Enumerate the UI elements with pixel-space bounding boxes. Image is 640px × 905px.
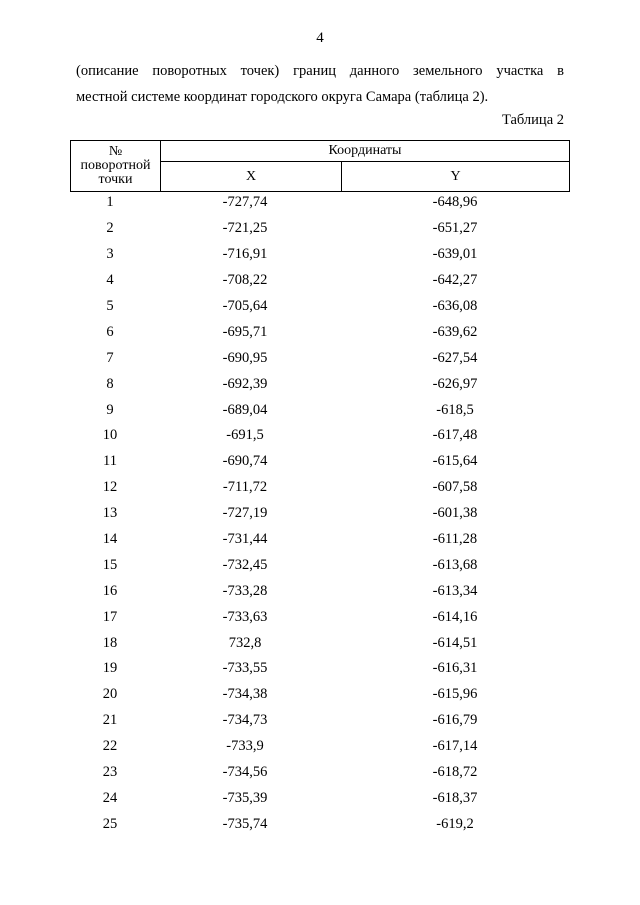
coord-y: -627,54 [432,349,478,366]
coord-y: -617,48 [432,427,478,444]
table-row [70,216,570,242]
table-row [70,371,570,397]
table-row [70,475,570,501]
coord-y: -619,2 [436,815,474,832]
table-row [70,423,570,449]
coord-x: -734,56 [222,764,268,781]
coord-x: -708,22 [222,272,268,289]
coord-y: -636,08 [432,298,478,314]
point-number: 7 [106,349,114,366]
point-number: 24 [102,789,118,806]
coord-x: -691,5 [226,427,264,444]
point-number: 14 [102,531,118,548]
coord-x: -727,19 [222,505,268,522]
table-row [70,656,570,682]
table-row [70,578,570,604]
table-row [70,319,570,345]
coord-x: -733,28 [222,582,268,599]
table-row [70,785,570,811]
header-x: X [161,162,342,192]
coord-x: -735,39 [222,789,268,806]
table-row [70,760,570,786]
coordinates-table-header [70,140,570,192]
header-number-sign: № [108,144,123,159]
coordinates-table-body [70,190,570,837]
coord-y: -611,28 [432,531,478,548]
coord-y: -626,97 [432,375,478,392]
paragraph-line-2: местной системе координат городского округа Самара (таблица 2). [76,89,489,105]
table-row [70,268,570,294]
coord-x: -711,72 [222,479,268,496]
table-row [70,630,570,656]
coord-y: -618,5 [436,401,474,418]
coord-x: -690,95 [222,349,268,366]
coord-y: -651,27 [432,220,478,237]
table-row [70,734,570,760]
coord-x: 732,8 [228,634,262,651]
coord-y: -642,27 [432,272,478,289]
table-caption: Таблица 2 [501,112,564,128]
table-row [70,604,570,630]
coord-y: -614,16 [432,608,478,625]
coord-x: -734,38 [222,686,268,703]
coord-x: -690,74 [222,453,268,470]
header-coordinates: Координаты [161,141,570,162]
coord-y: -618,37 [432,789,478,806]
coord-y: -614,51 [432,634,478,651]
table-row [70,708,570,734]
point-number: 5 [106,298,114,314]
coord-y: -615,96 [432,686,478,703]
point-number: 20 [102,686,118,703]
table-row [70,811,570,837]
coord-y: -613,68 [432,556,478,573]
coord-x: -733,55 [222,660,268,677]
header-number-line1: поворотной [80,158,151,173]
point-number: 18 [102,634,118,651]
table-row [70,397,570,423]
table-row [70,345,570,371]
point-number: 12 [102,479,118,496]
coord-y: -617,14 [432,738,478,755]
header-point-number [71,141,161,192]
coord-x: -721,25 [222,220,268,237]
table-row [70,449,570,475]
coord-y: -616,79 [432,712,478,729]
coord-y: -601,38 [432,505,478,522]
coord-x: -735,74 [222,815,268,832]
table-row [70,294,570,320]
table-row [70,682,570,708]
coord-x: -689,04 [222,401,268,418]
coord-y: -616,31 [432,660,478,677]
coord-y: -639,01 [432,246,478,263]
coord-x: -731,44 [222,531,268,548]
coord-y: -615,64 [432,453,478,470]
point-number: 3 [106,246,114,263]
header-y: Y [342,162,570,192]
coord-y: -607,58 [432,479,478,496]
point-number: 25 [102,815,118,832]
table-row [70,527,570,553]
coord-x: -732,45 [222,556,268,573]
point-number: 19 [102,660,118,677]
point-number: 8 [106,375,114,392]
point-number: 16 [102,582,118,599]
point-number: 23 [102,764,118,781]
table-row [70,552,570,578]
coord-x: -733,63 [222,608,268,625]
coord-x: -733,9 [226,738,264,755]
point-number: 11 [103,453,117,470]
point-number: 10 [102,427,118,444]
point-number: 4 [106,272,114,289]
point-number: 1 [106,194,114,211]
point-number: 9 [106,401,114,418]
table-row [70,501,570,527]
table-row [70,242,570,268]
page-number: 4 [316,30,324,46]
coord-x: -727,74 [222,194,268,211]
coord-y: -618,72 [432,764,478,781]
coord-y: -648,96 [432,194,478,211]
coord-x: -716,91 [222,246,268,263]
table-row [70,190,570,216]
coord-x: -692,39 [222,375,268,392]
coord-x: -705,64 [222,298,268,314]
point-number: 2 [106,220,114,237]
point-number: 22 [102,738,118,755]
coord-x: -734,73 [222,712,268,729]
coord-y: -613,34 [432,582,478,599]
point-number: 17 [102,608,118,625]
paragraph-line-1: (описание поворотных точек) границ данного земельного участка в [76,63,564,79]
header-number-line2: точки [98,172,133,187]
coord-y: -639,62 [432,323,478,340]
point-number: 13 [102,505,118,522]
point-number: 15 [102,556,118,573]
point-number: 6 [106,323,114,340]
point-number: 21 [102,712,118,729]
coord-x: -695,71 [222,323,268,340]
